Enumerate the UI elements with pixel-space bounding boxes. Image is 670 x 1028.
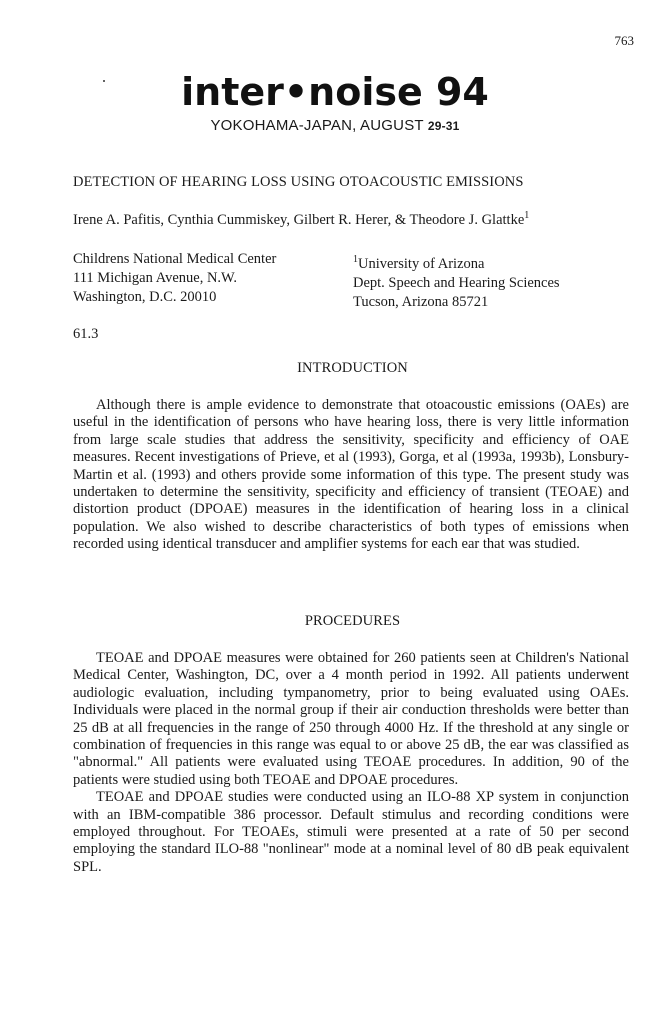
section-heading-introduction: INTRODUCTION <box>297 360 408 376</box>
conference-logo: inter•noise 94 <box>181 70 489 114</box>
conference-location-text: YOKOHAMA-JAPAN, AUGUST <box>210 117 428 134</box>
body-paragraph: Although there is ample evidence to demonstrate that otoacoustic emissions (OAEs) are useful in the identification of persons who have hearing loss, there is very little information from large scale studies that address the sensitivity, specificity and efficiency of OAE measures. Recent investigations of Prieve, et al (1993), Gorga, et al (1993a, 1993b), Lonsbury-Martin et al. (1993) and others provide some information of this type. The present study was undertaken to determine the sensitivity, specificity and efficiency of transient (TEOAE) and distortion product (DPOAE) measures in the identification of hearing loss in a clinical population. We also wished to describe characteristics of both types of emissions when recorded using identical transducer and amplifier systems for each ear that was studied. <box>73 397 629 553</box>
section-body-procedures <box>73 650 629 876</box>
body-paragraph: TEOAE and DPOAE studies were conducted using an ILO-88 XP system in conjunction with an IBM-compatible 386 processor. Default stimulus and recording conditions were employed throughout. For TEOAEs, stimuli were presented at a rate of 50 per second employing the standard ILO-88 "nonlinear" mode at a nominal level of 80 dB peak equivalent SPL. <box>73 789 629 875</box>
affiliation-left <box>73 250 276 307</box>
affiliation-right-line: Tucson, Arizona 85721 <box>353 293 489 310</box>
affiliation-left-line: Washington, D.C. 20010 <box>73 289 217 305</box>
affiliation-left-line: 111 Michigan Avenue, N.W. <box>73 270 238 286</box>
affiliation-right-line: Dept. Speech and Hearing Sciences <box>353 274 560 291</box>
author-names: Irene A. Pafitis, Cynthia Cummiskey, Gilbert R. Herer, & Theodore J. Glattke <box>73 211 525 228</box>
affiliation-right-mark: 1 <box>353 254 358 265</box>
paper-title: DETECTION OF HEARING LOSS USING OTOACOUSTIC EMISSIONS <box>73 174 524 190</box>
affiliation-right-line <box>353 250 560 274</box>
section-body-introduction <box>73 397 629 554</box>
author-affiliation-mark: 1 <box>524 210 530 221</box>
body-paragraph: TEOAE and DPOAE measures were obtained for 260 patients seen at Children's National Medical Center, Washington, DC, over a 4 month period in 1992. All patients underwent audiologic evaluation, including tympanometry, prior to being evaluated using OAEs. Individuals were placed in the normal group if their air conduction thresholds were better than 25 dB at all frequencies in the range of 250 through 4000 Hz. If the threshold at any single or combination of frequencies in this range was equal to or above 25 dB, the ear was classified as "abnormal." All patients were evaluated using TEOAE procedures. In addition, 90 of the patients were studied using both TEOAE and DPOAE procedures. <box>73 650 629 788</box>
affiliation-left-line: Childrens National Medical Center <box>73 251 277 267</box>
affiliation-right-name: University of Arizona <box>358 255 485 272</box>
section-heading-procedures: PROCEDURES <box>304 613 401 629</box>
affiliation-right <box>353 250 560 312</box>
author-list <box>73 210 529 229</box>
conference-location <box>0 117 670 134</box>
conference-days: 29-31 <box>427 119 460 133</box>
page-number: 763 <box>614 33 634 48</box>
paper-number: 61.3 <box>73 326 99 342</box>
